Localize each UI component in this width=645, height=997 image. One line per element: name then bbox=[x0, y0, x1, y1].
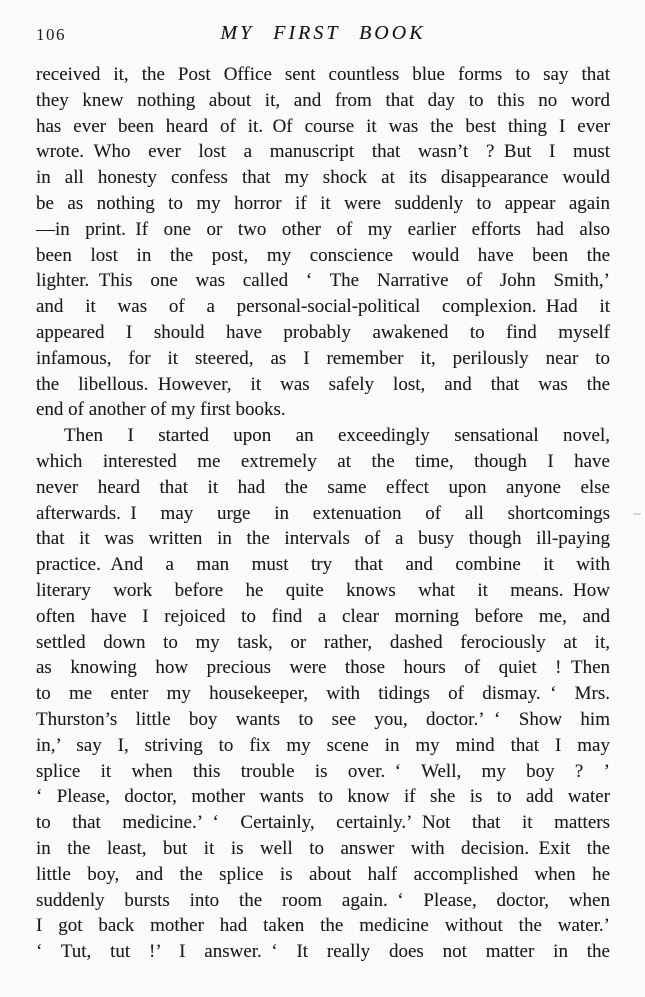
text-line: and it was of a personal-social-political complexion. Had it bbox=[36, 296, 610, 318]
text-line: literary work before he quite knows what it means. How bbox=[36, 579, 610, 601]
text-line: splice it when this trouble is over. ‘ Well, my boy ? ’ bbox=[36, 760, 610, 782]
scan-artifact-mark bbox=[633, 513, 641, 515]
text-line: settled down to my task, or rather, dashed ferociously at it, bbox=[36, 631, 610, 653]
text-line: to that medicine.’ ‘ Certainly, certainly.’ Not that it matters bbox=[36, 812, 610, 834]
text-line: the libellous. However, it was safely lost, and that was the bbox=[36, 373, 610, 395]
text-line: afterwards. I may urge in extenuation of all shortcomings bbox=[36, 502, 610, 524]
text-line: in the least, but it is well to answer with decision. Exit the bbox=[36, 837, 610, 859]
text-line: they knew nothing about it, and from that day to this no word bbox=[36, 89, 610, 111]
text-line: in,’ say I, striving to fix my scene in my mind that I may bbox=[36, 734, 610, 756]
text-line: has ever been heard of it. Of course it was the best thing I ever bbox=[36, 115, 610, 137]
text-line-paragraph-start: Then I started upon an exceedingly sensational novel, bbox=[64, 425, 610, 447]
text-line-paragraph-end: end of another of my first books. bbox=[36, 399, 286, 421]
text-line: —in print. If one or two other of my earlier efforts had also bbox=[36, 218, 610, 240]
text-line: practice. And a man must try that and combine it with bbox=[36, 554, 610, 576]
text-line: appeared I should have probably awakened to find myself bbox=[36, 321, 610, 343]
running-title: MY FIRST BOOK bbox=[220, 22, 426, 44]
text-line: often have I rejoiced to find a clear morning before me, and bbox=[36, 605, 610, 627]
text-line: I got back mother had taken the medicine without the water.’ bbox=[36, 915, 610, 937]
text-line: ‘ Tut, tut !’ I answer. ‘ It really does not matter in the bbox=[36, 941, 610, 963]
text-line: be as nothing to my horror if it were suddenly to appear again bbox=[36, 192, 610, 214]
text-line: been lost in the post, my conscience would have been the bbox=[36, 244, 610, 266]
text-line: that it was written in the intervals of a busy though ill-paying bbox=[36, 528, 610, 550]
text-line: little boy, and the splice is about half accomplished when he bbox=[36, 863, 610, 885]
page-header bbox=[36, 22, 610, 46]
text-line: as knowing how precious were those hours of quiet ! Then bbox=[36, 657, 610, 679]
text-line: never heard that it had the same effect upon anyone else bbox=[36, 476, 610, 498]
text-line: ‘ Please, doctor, mother wants to know if she is to add water bbox=[36, 786, 610, 808]
text-line: in all honesty confess that my shock at its disappearance would bbox=[36, 167, 610, 189]
text-line: wrote. Who ever lost a manuscript that wasn’t ? But I must bbox=[36, 141, 610, 163]
text-line: received it, the Post Office sent countless blue forms to say that bbox=[36, 64, 610, 85]
text-line: suddenly bursts into the room again. ‘ Please, doctor, when bbox=[36, 889, 610, 911]
text-line: lighter. This one was called ‘ The Narrative of John Smith,’ bbox=[36, 270, 610, 292]
text-line: infamous, for it steered, as I remember it, perilously near to bbox=[36, 347, 610, 369]
text-line: which interested me extremely at the time, though I have bbox=[36, 450, 610, 472]
text-line: to me enter my housekeeper, with tidings of dismay. ‘ Mrs. bbox=[36, 683, 610, 705]
page-body bbox=[36, 62, 610, 965]
page-number: 106 bbox=[36, 25, 66, 44]
text-line: Thurston’s little boy wants to see you, doctor.’ ‘ Show him bbox=[36, 708, 610, 730]
